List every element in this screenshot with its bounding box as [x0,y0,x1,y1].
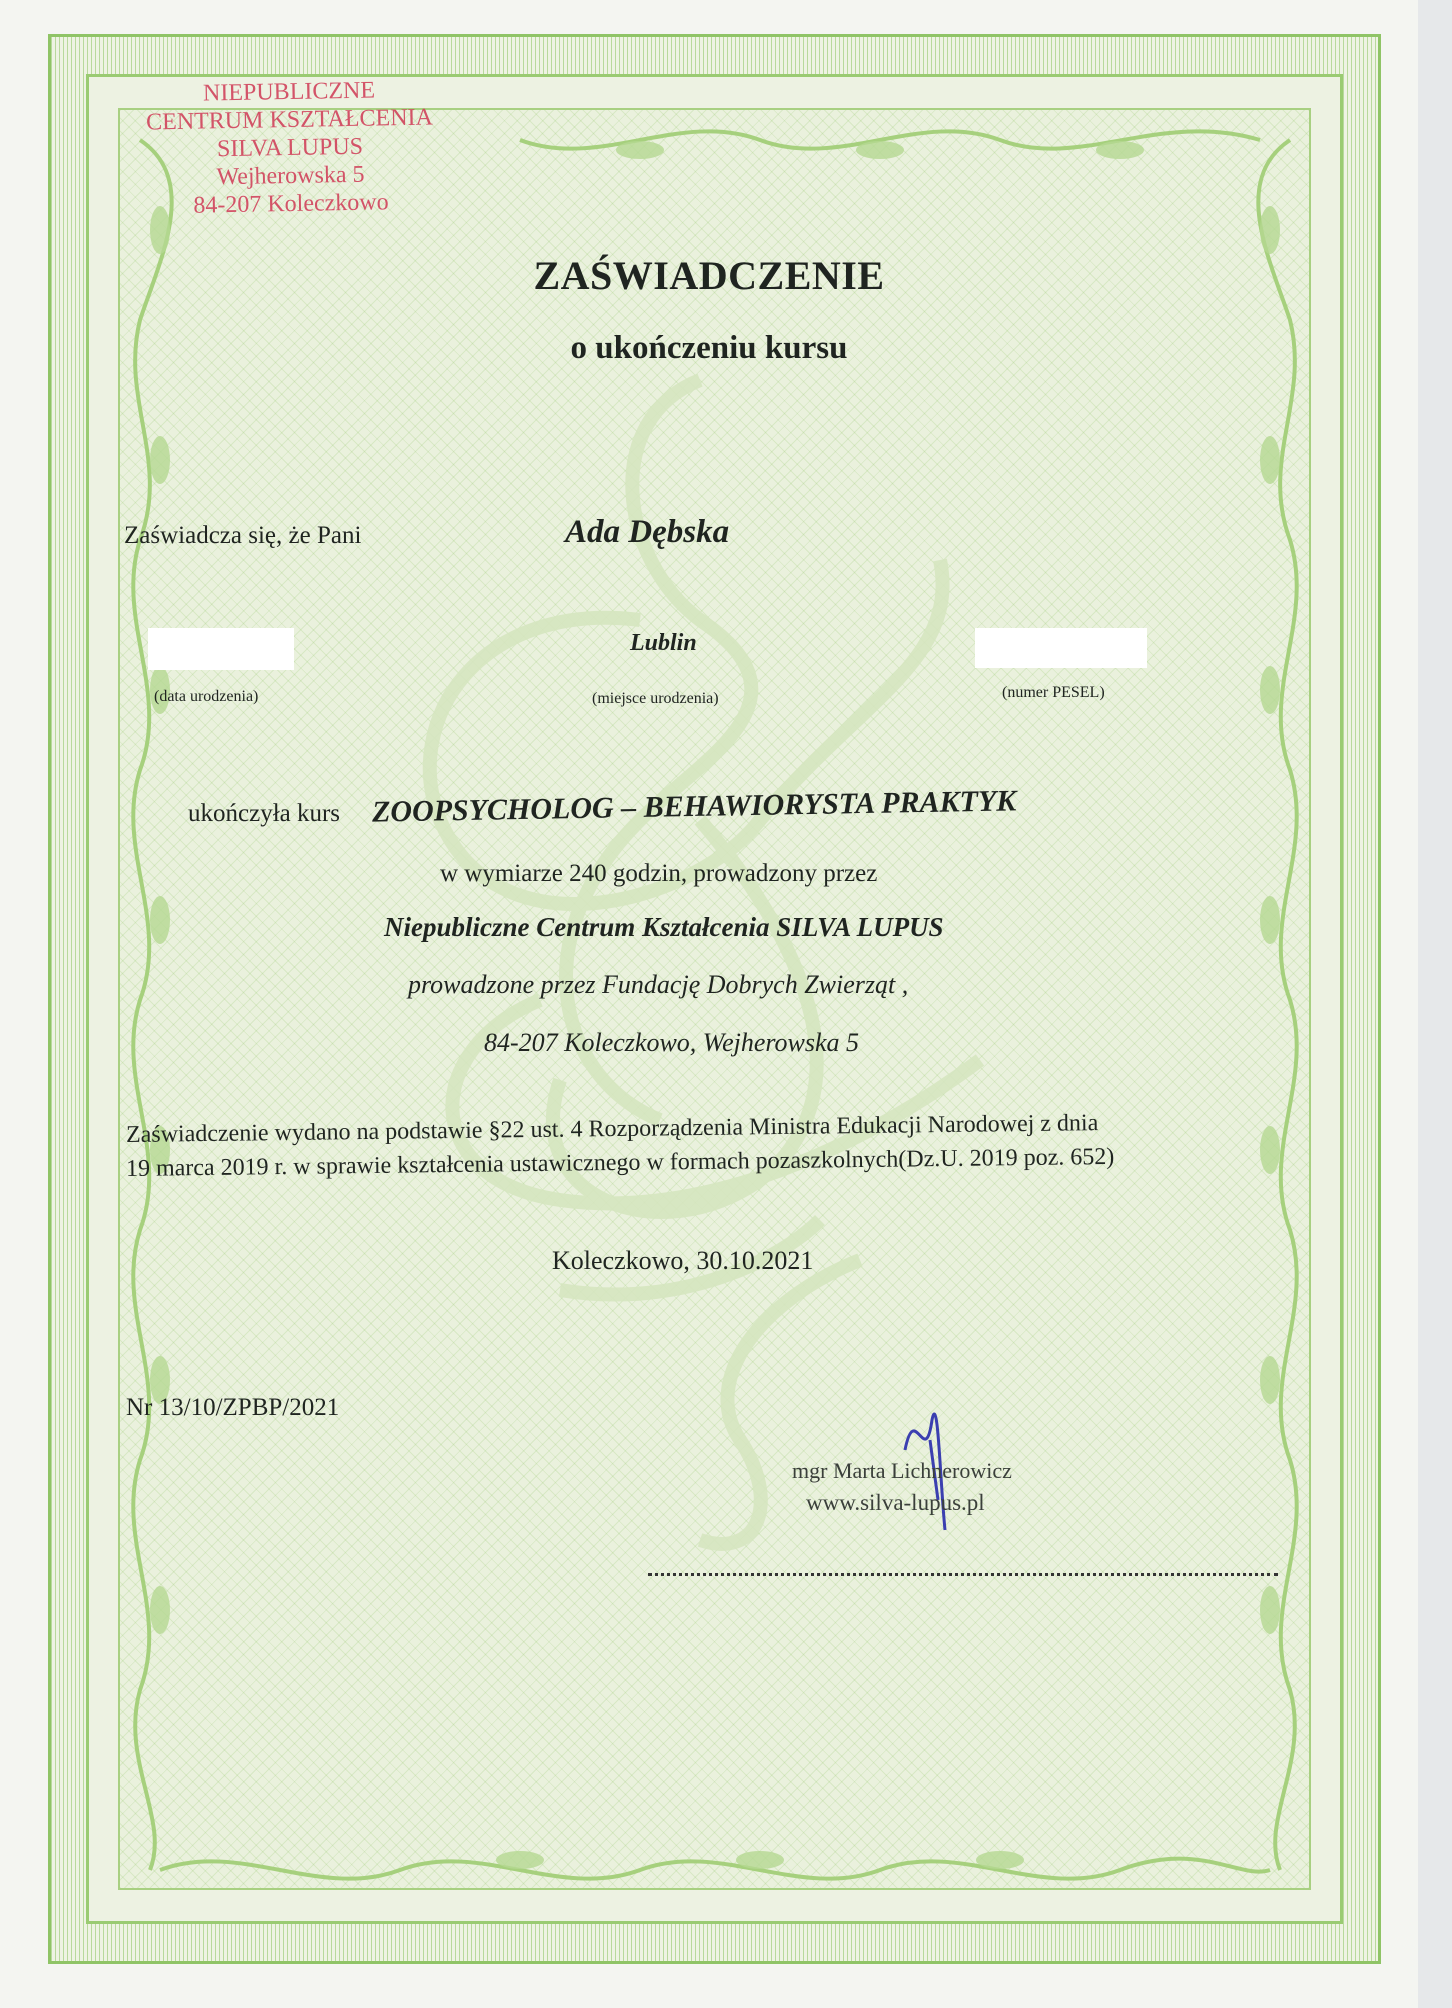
birth-date-label: (data urodzenia) [154,688,259,705]
legal-basis-line-1: Zaświadczenie wydano na podstawie §22 ust. 4 Rozporządzenia Ministra Edukacji Narodowej z dnia [125,1110,1099,1148]
stamp-line: NIEPUBLICZNE [202,77,376,107]
birth-place-value: Lublin [630,630,697,656]
hours-line: w wymiarze 240 godzin, prowadzony przez [440,860,878,887]
run-by-line: prowadzone przez Fundację Dobrych Zwierząt , [408,970,909,999]
background-edge [1418,0,1452,2008]
stamp-line: Wejherowska 5 [216,161,365,191]
address-line: 84-207 Koleczkowo, Wejherowska 5 [484,1028,860,1057]
place-and-date: Koleczkowo, 30.10.2021 [552,1246,814,1275]
redacted-birth-date [148,628,294,670]
vine-border [133,131,1296,1878]
birth-place-label: (miejsce urodzenia) [592,690,719,707]
certificate-number: Nr 13/10/ZPBP/2021 [126,1394,340,1421]
document-title: ZAŚWIADCZENIE [533,253,885,298]
recipient-name: Ada Dębska [565,514,730,550]
signature-line [648,1573,1278,1576]
pesel-label: (numer PESEL) [1002,684,1105,701]
document-subtitle: o ukończeniu kursu [570,330,848,366]
stamp-line: 84-207 Koleczkowo [193,189,389,219]
stamp-line: CENTRUM KSZTAŁCENIA [145,104,434,136]
institution-stamp [99,75,481,222]
intro-text: Zaświadcza się, że Pani [124,522,362,549]
website: www.silva-lupus.pl [806,1490,985,1515]
institution-name: Niepubliczne Centrum Kształcenia SILVA LUPUS [384,912,944,942]
stamp-line: SILVA LUPUS [216,133,364,163]
completed-label: ukończyła kurs [188,800,341,827]
legal-basis-line-2: 19 marca 2019 r. w sprawie kształcenia ustawicznego w formach pozaszkolnych(Dz.U. 2019 poz. 652) [125,1143,1115,1182]
redacted-pesel [975,628,1147,668]
course-name: ZOOPSYCHOLOG – BEHAWIORYSTA PRAKTYK [371,784,1017,829]
signer-name: mgr Marta Lichnerowicz [792,1458,1012,1483]
leaf-decorations [150,141,1280,1869]
central-monogram [430,380,980,1544]
